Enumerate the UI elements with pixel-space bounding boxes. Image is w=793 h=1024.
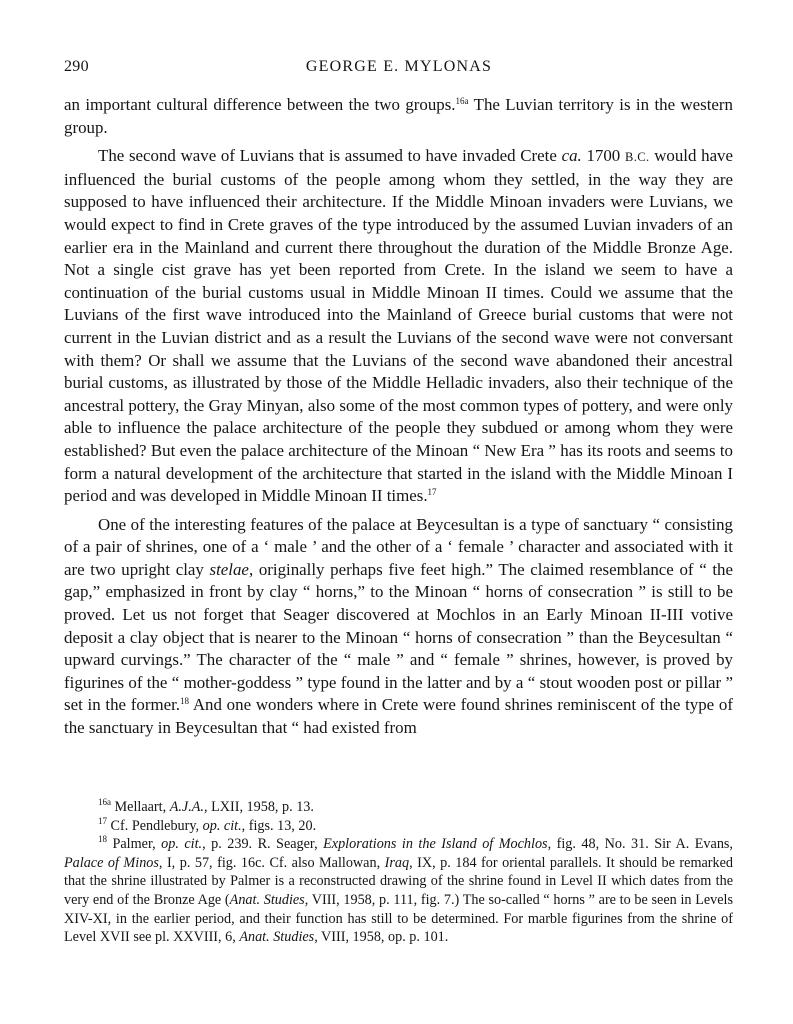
text-run: , VIII, 1958, op. p. 101.: [314, 929, 449, 946]
italic-text: Explorations in the Island of Mochlos: [323, 836, 548, 853]
italic-text: Palace of Minos: [64, 854, 159, 871]
paragraph: [64, 514, 733, 740]
footnote-marker: 17: [98, 815, 107, 826]
text-run: One of the interesting features of the palace at Beycesultan is a type of sanctuary “ consisting of a pair of shrines, one of a ‘ male ’ and the other of a ‘ female ’ character and associated with it are two upright clay: [64, 514, 733, 579]
footnotes: [64, 798, 733, 947]
paragraph: [64, 145, 733, 508]
italic-text: stelae: [209, 559, 249, 579]
page-number: 290: [64, 58, 89, 75]
footnote-marker: 16a: [98, 797, 111, 807]
footnote-marker: 18: [180, 696, 190, 707]
text-run: , VIII, 1958, p. 111, fig. 7.) The so-called “ horns ” are to be seen in Levels XIV-XI, in the earlier period, and their function has still to be determined. For marble figurines from the shrine of Level XVII see pl. XXVIII, 6,: [64, 891, 734, 946]
text-run: The second wave of Luvians that is assumed to have invaded Crete: [98, 146, 562, 166]
text-run: The Luvian territory is in the western group.: [64, 95, 733, 137]
text-run: 1700: [581, 146, 625, 166]
small-caps-text: B.C.: [624, 150, 650, 165]
text-run: And one wonders where in Crete were found shrines reminiscent of the type of the sanctuary in Beycesultan that “ had existed from: [64, 695, 733, 738]
italic-text: ca.: [561, 146, 582, 166]
text-run: , IX, p. 184 for oriental parallels. It should be remarked that the shrine illustrated by Palmer is a reconstructed drawing of the shrine found in Level II which dates from the very end of the Bronze Age (: [64, 854, 733, 908]
text-run: , figs. 13, 20.: [241, 817, 317, 834]
text-run: , p. 239. R. Seager,: [202, 836, 324, 853]
running-head: GEORGE E. MYLONAS: [305, 58, 493, 75]
italic-text: op. cit.: [202, 817, 242, 834]
text-run: would have influenced the burial customs of the people among whom they settled, in the way they are supposed to have influenced their architecture. If the Middle Minoan invaders were Luvians, we would expect to find in Crete graves of the type introduced by the assumed Luvian invaders of an earlier era in the Mainland and current there throughout the duration of the Middle Bronze Age. Not a single cist grave has yet been reported from Crete. In the island we seem to have a continuation of the burial customs usual in Middle Minoan II times. Could we assume that the Luvians of the first wave introduced into the Mainland of Greece burial customs that were not current in the Luvian district and as a result the Luvians of the second wave were not conversant with them? Or shall we assume that the Luvians of the second wave abandoned their ancestral burial customs, as illustrated by those of the Middle Helladic invaders, also their technique of the ancestral pottery, the Gray Minyan, also some of the most common types of pottery, and were only able to influence the palace architecture of the people they subdued or among whom they were established? But even the palace architecture of the Minoan “ New Era ” has its roots and seems to form a natural development of the architecture that started in the island with the Middle Minoan I period and was developed in Middle Minoan II times.: [64, 146, 734, 506]
body-text: [64, 94, 733, 740]
text-run: an important cultural difference between the two groups.: [64, 95, 456, 114]
text-run: Palmer,: [107, 836, 162, 853]
footnote: [64, 835, 733, 947]
footnote: [64, 817, 733, 836]
italic-text: op. cit.: [161, 836, 203, 853]
footnote-marker: 18: [98, 834, 107, 845]
italic-text: Iraq: [384, 854, 410, 871]
footnote: [64, 798, 733, 817]
footnote-marker: 17: [427, 487, 437, 498]
text-run: , originally perhaps five feet high.” The claimed resemblance of “ the gap,” emphasized in front by clay “ horns,” to the Minoan “ horns of consecration ” is still to be proved. Let us not forget that Seager discovered at Mochlos in an Early Minoan II-III votive deposit a clay object that is nearer to the Minoan “ horns of consecration ” than the Beycesultan “ upward curvings.” The character of the “ male ” and “ female ” shrines, however, is proved by figurines of the “ mother-goddess ” type found in the latter and by a “ stout wooden post or pillar ” set in the former.: [64, 559, 733, 715]
italic-text: Anat. Studies: [229, 891, 305, 908]
text-run: , LXII, 1958, p. 13.: [203, 799, 314, 815]
text-run: Cf. Pendlebury,: [107, 817, 203, 834]
text-run: , fig. 48, No. 31. Sir A. Evans,: [547, 836, 733, 853]
footnote-marker: 16a: [455, 96, 469, 106]
text-run: , I, p. 57, fig. 16c. Cf. also Mallowan,: [158, 854, 385, 871]
paragraph: [64, 94, 733, 139]
italic-text: Anat. Studies: [239, 929, 315, 946]
italic-text: A.J.A.: [169, 799, 204, 815]
page-header: [64, 58, 734, 80]
text-run: Mellaart,: [111, 799, 170, 815]
